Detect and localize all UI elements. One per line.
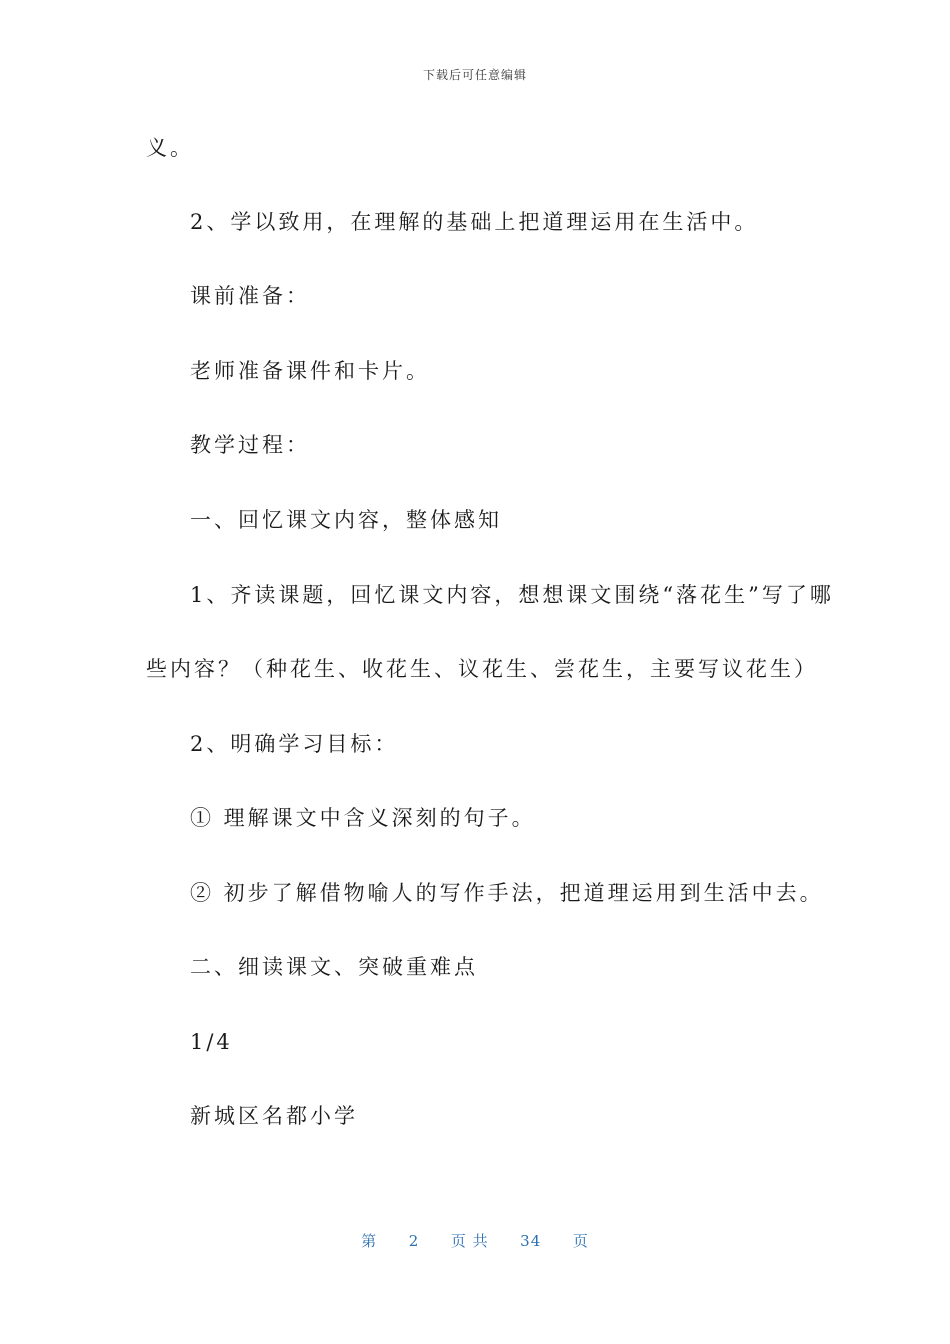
footer-label-ye-gong: 页 共 xyxy=(450,1232,489,1250)
footer-label-ye: 页 xyxy=(572,1232,589,1250)
paragraph-line: 2、明确学习目标： xyxy=(190,732,399,756)
section-heading: 一、回忆课文内容，整体感知 xyxy=(190,508,502,532)
footer-label-di: 第 xyxy=(361,1232,378,1250)
paragraph-line: 些内容？（种花生、收花生、议花生、尝花生，主要写议花生） xyxy=(146,657,818,681)
paragraph-line: 1、齐读课题，回忆课文内容，想想课文围绕“落花生”写了哪 xyxy=(190,583,834,607)
paragraph-line: 老师准备课件和卡片。 xyxy=(190,359,430,383)
school-name: 新城区名都小学 xyxy=(190,1104,358,1128)
paragraph-line: 2、学以致用，在理解的基础上把道理运用在生活中。 xyxy=(190,210,759,234)
paragraph-line: 义。 xyxy=(146,136,194,160)
inline-page-number: 1/4 xyxy=(190,1030,233,1054)
footer-total-pages: 34 xyxy=(520,1232,542,1250)
page-footer xyxy=(0,1230,950,1251)
paragraph-line: 课前准备： xyxy=(190,284,310,308)
paragraph-line: 教学过程： xyxy=(190,433,310,457)
section-heading: 二、细读课文、突破重难点 xyxy=(190,955,478,979)
list-item: ② 初步了解借物喻人的写作手法，把道理运用到生活中去。 xyxy=(190,881,824,905)
page-header: 下载后可任意编辑 xyxy=(422,68,527,82)
list-item: ① 理解课文中含义深刻的句子。 xyxy=(190,806,536,830)
footer-current-page: 2 xyxy=(408,1232,420,1250)
